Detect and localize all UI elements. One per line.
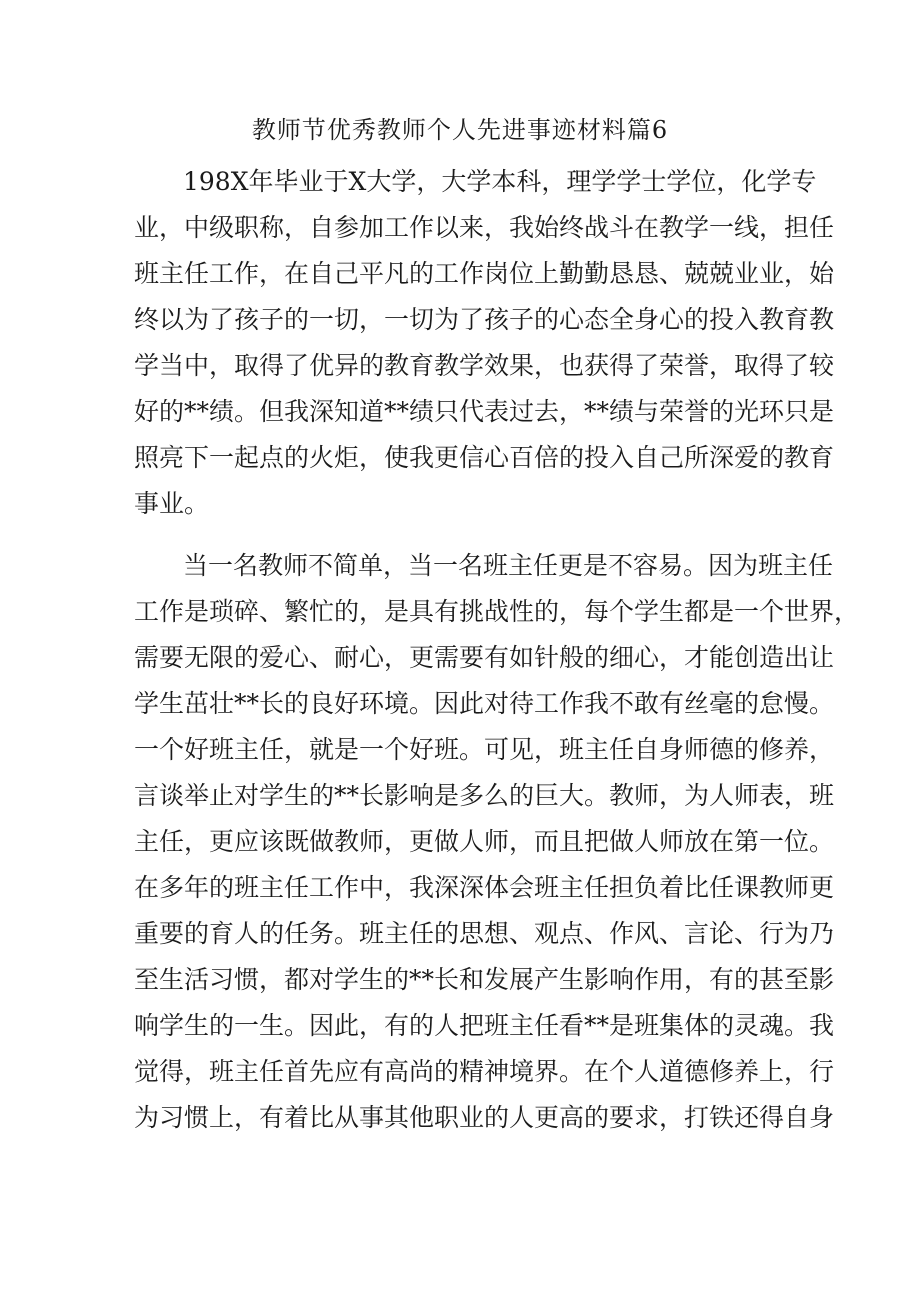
text-line: 为习惯上，有着比从事其他职业的人更高的要求，打铁还得自身 <box>134 1103 835 1132</box>
text-line: 照亮下一起点的火炬，使我更信心百倍的投入自己所深爱的教育 <box>134 443 835 472</box>
text-line: 在多年的班主任工作中，我深深体会班主任担负着比任课教师更 <box>134 873 835 902</box>
text-line: 终以为了孩子的一切，一切为了孩子的心态全身心的投入教育教 <box>134 305 835 334</box>
text-line: 学生茁壮**长的良好环境。因此对待工作我不敢有丝毫的怠慢。 <box>134 689 835 718</box>
text-line: 业，中级职称，自参加工作以来，我始终战斗在教学一线，担任 <box>134 213 835 242</box>
text-line: 学当中，取得了优异的教育教学效果，也获得了荣誉，取得了较 <box>134 351 835 380</box>
text-line: 觉得，班主任首先应有高尚的精神境界。在个人道德修养上，行 <box>134 1057 835 1086</box>
text-line: 响学生的一生。因此，有的人把班主任看**是班集体的灵魂。我 <box>134 1011 835 1040</box>
text-line: 重要的育人的任务。班主任的思想、观点、作风、言论、行为乃 <box>134 919 835 948</box>
text-line: 需要无限的爱心、耐心，更需要有如针般的细心，才能创造出让 <box>134 643 835 672</box>
text-line: 好的**绩。但我深知道**绩只代表过去，**绩与荣誉的光环只是 <box>134 397 835 426</box>
text-line: 事业。 <box>134 489 210 518</box>
page-title: 教师节优秀教师个人先进事迹材料篇6 <box>251 116 669 144</box>
text-line: 至生活习惯，都对学生的**长和发展产生影响作用，有的甚至影 <box>134 965 835 994</box>
text-line: 当一名教师不简单，当一名班主任更是不容易。因为班主任 <box>183 551 834 580</box>
text-line: 198X年毕业于X大学，大学本科，理学学士学位，化学专 <box>183 167 817 196</box>
text-line: 工作是琐碎、繁忙的，是具有挑战性的，每个学生都是一个世界， <box>134 597 860 626</box>
text-line: 一个好班主任，就是一个好班。可见，班主任自身师德的修养， <box>134 735 835 764</box>
text-line: 主任，更应该既做教师，更做人师，而且把做人师放在第一位。 <box>134 827 835 856</box>
text-line: 班主任工作，在自己平凡的工作岗位上勤勤恳恳、兢兢业业，始 <box>134 259 835 288</box>
text-line: 言谈举止对学生的**长影响是多么的巨大。教师，为人师表，班 <box>134 781 835 810</box>
